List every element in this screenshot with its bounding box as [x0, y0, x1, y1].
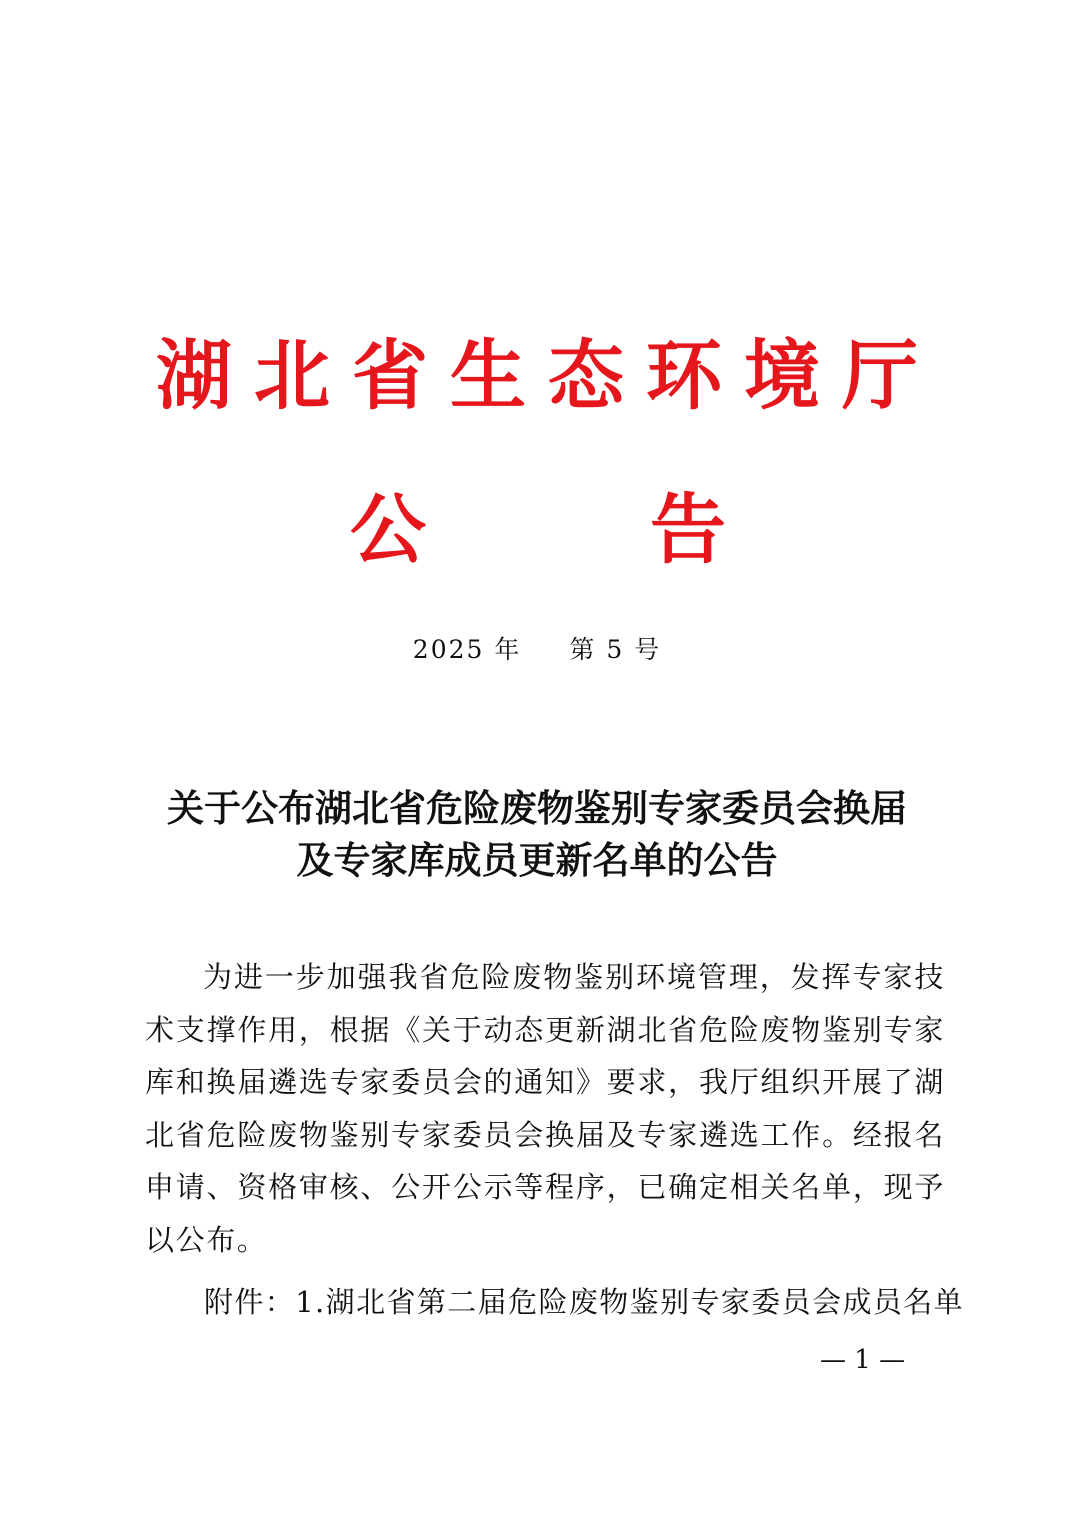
page-number: — 1 — [820, 1345, 906, 1375]
issuing-organization-title: 湖北省生态环境厅 [156, 331, 940, 420]
document-title [110, 782, 964, 886]
document-title-line-2: 及专家库成员更新名单的公告 [296, 838, 778, 882]
document-serial: 第 5 号 [569, 635, 662, 664]
document-body [145, 951, 945, 1266]
document-title-line-1: 关于公布湖北省危险废物鉴别专家委员会换届 [167, 786, 907, 830]
notice-heading-char-1: 公 [350, 485, 426, 574]
attachment-item-1: 1.湖北省第二届危险废物鉴别专家委员会成员名单 [295, 1285, 965, 1319]
attachment-label: 附件： [204, 1285, 296, 1319]
body-paragraph: 为进一步加强我省危险废物鉴别环境管理，发挥专家技术支撑作用，根据《关于动态更新湖北省危险废物鉴别专家库和换届遴选专家委员会的通知》要求，我厅组织开展了湖北省危险废物鉴别专家委员会换届及专家遴选工作。经报名申请、资格审核、公开公示等程序，已确定相关名单，现予以公布。 [145, 960, 945, 1257]
document-year: 2025 年 [412, 635, 522, 664]
attachment-list [204, 1276, 964, 1328]
document-number [0, 630, 1074, 670]
notice-heading-char-2: 告 [650, 485, 726, 574]
